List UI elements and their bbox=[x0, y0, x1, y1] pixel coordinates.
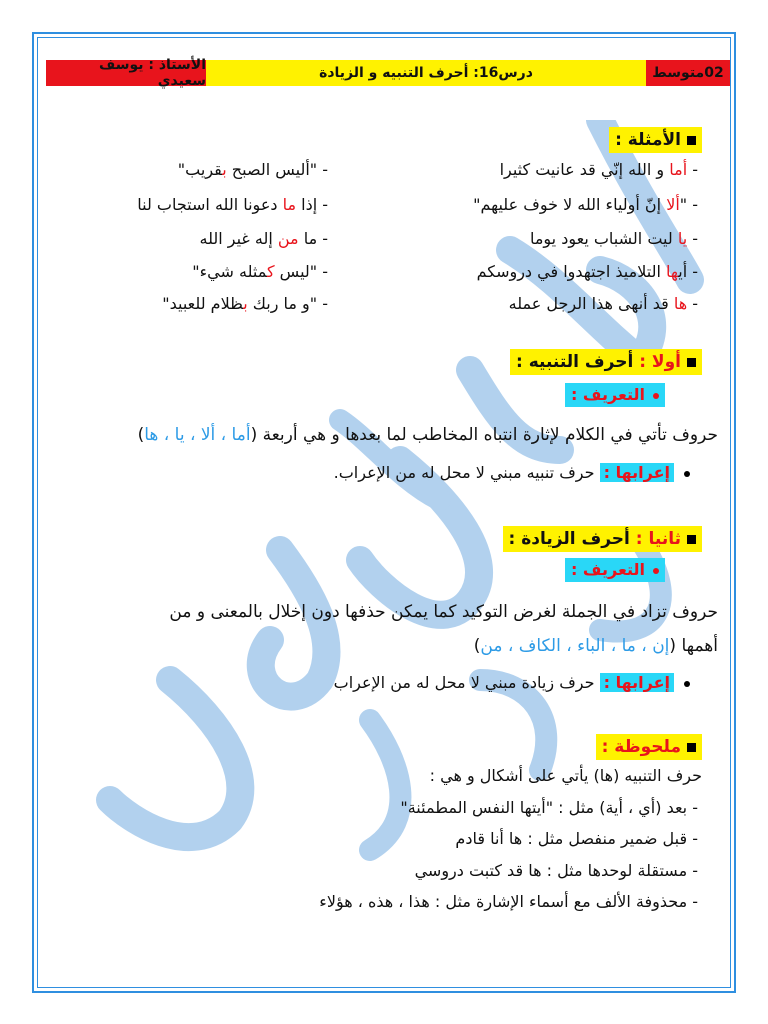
square-bullet-icon bbox=[687, 535, 696, 544]
note-item: - محذوفة الألف مع أسماء الإشارة مثل : هذا ، هذه ، هؤلاء bbox=[319, 892, 698, 911]
note-item: - قبل ضمير منفصل مثل : ها أنا قادم bbox=[455, 829, 698, 848]
tanbih-definition: حروف تأتي في الكلام لإثارة انتباه المخاطب لما بعدها و هي أربعة (أما ، ألا ، يا ، ها) bbox=[137, 425, 718, 445]
dot-bullet-icon bbox=[684, 681, 690, 687]
note-item: - مستقلة لوحدها مثل : ها قد كتبت دروسي bbox=[414, 861, 698, 880]
tanbih-irab: إعرابها : حرف تنبيه مبني لا محل له من الإعراب. bbox=[334, 463, 690, 482]
ziyada-definition-label: التعريف : bbox=[565, 558, 665, 582]
ziyada-irab: إعرابها : حرف زيادة مبني لا محل له من الإعراب bbox=[334, 673, 690, 692]
examples-heading: الأمثلة : bbox=[609, 127, 702, 153]
note-item: - بعد (أي ، أية) مثل : "أيتها النفس المطمئنة" bbox=[400, 798, 698, 817]
ziyada-definition: حروف تزاد في الجملة لغرض التوكيد كما يمكن حذفها دون إخلال بالمعنى و من أهمها (إن ، ما ، الباء ، الكاف ، من) bbox=[169, 602, 718, 656]
example-item: - أيها التلاميذ اجتهدوا في دروسكم bbox=[476, 262, 698, 281]
example-item: - أما و الله إنّي قد عانيت كثيرا bbox=[499, 160, 698, 179]
teacher-name: الأستاذ : يوسف سعيدي bbox=[46, 60, 206, 86]
ziyada-heading: ثانيا : أحرف الزيادة : bbox=[503, 526, 702, 552]
example-item: - "أليس الصبح بقريب" bbox=[177, 160, 328, 179]
square-bullet-icon bbox=[687, 743, 696, 752]
note-intro: حرف التنبيه (ها) يأتي على أشكال و هي : bbox=[429, 766, 702, 785]
example-item: - إذا ما دعونا الله استجاب لنا bbox=[137, 195, 328, 214]
dot-bullet-icon bbox=[653, 568, 659, 574]
example-item: - ما من إله غير الله bbox=[199, 229, 328, 248]
example-item: - ها قد أنهى هذا الرجل عمله bbox=[508, 294, 698, 313]
header-bar bbox=[46, 57, 730, 89]
square-bullet-icon bbox=[687, 358, 696, 367]
example-item: - يا ليت الشباب يعود يوما bbox=[529, 229, 698, 248]
tanbih-definition-label: التعريف : bbox=[565, 383, 665, 407]
tanbih-heading: أولا : أحرف التنبيه : bbox=[510, 349, 702, 375]
example-item: - "ليس كمثله شيء" bbox=[192, 262, 328, 281]
example-item: - "و ما ربك بظلام للعبيد" bbox=[162, 294, 328, 313]
dot-bullet-icon bbox=[684, 471, 690, 477]
level-label: 02متوسط bbox=[646, 60, 730, 86]
note-heading: ملحوظة : bbox=[596, 734, 702, 760]
dot-bullet-icon bbox=[653, 393, 659, 399]
lesson-title: درس16: أحرف التنبيه و الزيادة bbox=[206, 60, 646, 86]
example-item: - "ألا إنّ أولياء الله لا خوف عليهم" bbox=[473, 195, 698, 214]
square-bullet-icon bbox=[687, 136, 696, 145]
